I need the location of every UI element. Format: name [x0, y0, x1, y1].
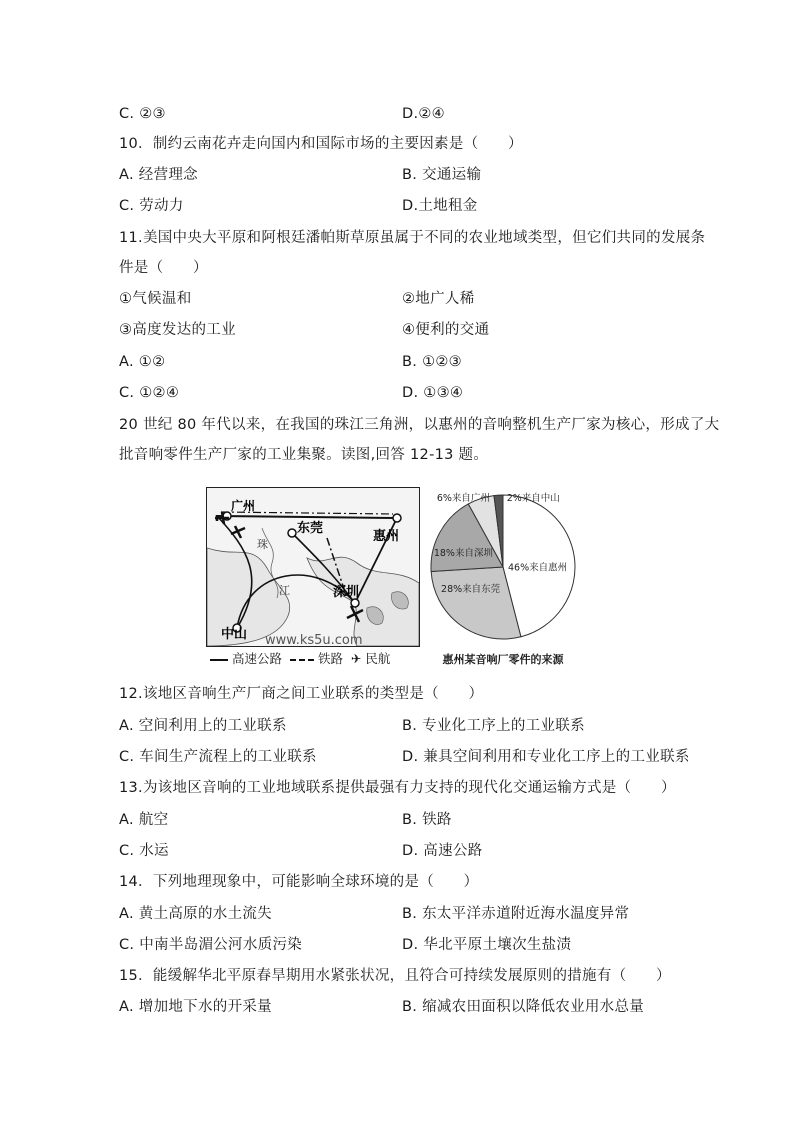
q13-stem: 13.为该地区音响的工业地域联系提供最强有力支持的现代化交通运输方式是（ ）: [119, 780, 676, 796]
pie-slice-label: 28%来自东莞: [441, 584, 501, 596]
q15-option-b: B. 缩减农田面积以降低农业用水总量: [402, 999, 645, 1015]
highway-gz-hz: [217, 516, 397, 518]
q10-option-b: B. 交通运输: [402, 167, 482, 183]
q13-option-a: A. 航空: [119, 812, 169, 828]
q11-option-b: B. ①②③: [402, 354, 462, 370]
railway-legend-swatch: [290, 659, 314, 661]
airplane-legend-icon: ✈: [350, 651, 362, 666]
label-guangzhou: 广州: [231, 499, 256, 513]
q12-stem: 12.该地区音响生产厂商之间工业联系的类型是（ ）: [119, 686, 484, 702]
q13-option-c: C. 水运: [119, 843, 169, 859]
q11-stem-line1: 11.美国中央大平原和阿根廷潘帕斯草原虽属于不同的农业地域类型，但它们共同的发展条: [119, 230, 706, 246]
q12-option-b: B. 专业化工序上的工业联系: [402, 718, 585, 734]
q11-item-2: ②地广人稀: [402, 291, 475, 307]
q10-option-d: D.土地租金: [402, 198, 478, 214]
map-svg: [207, 488, 419, 646]
pie-title: 惠州某音响厂零件的来源: [442, 653, 564, 666]
pie-slice-label: 46%来自惠州: [507, 562, 568, 574]
q13-option-b: B. 铁路: [402, 812, 452, 828]
q12-option-d: D. 兼具空间利用和专业化工序上的工业联系: [402, 749, 690, 765]
intro-line2: 批音响零件生产厂家的工业集聚。读图,回答 12-13 题。: [119, 447, 489, 463]
q14-option-d: D. 华北平原土壤次生盐渍: [402, 937, 572, 953]
city-marker-huizhou: [393, 514, 401, 522]
q12-option-c: C. 车间生产流程上的工业联系: [119, 749, 317, 765]
q14-option-a: A. 黄土高原的水土流失: [119, 906, 272, 922]
label-dongguan: 东莞: [297, 521, 324, 536]
pearl-river-delta-map: [206, 487, 420, 647]
pie-svg: [420, 487, 586, 647]
pie-slice-label: 2%来自中山: [506, 492, 560, 504]
label-river: 珠: [257, 538, 268, 551]
pie-slice-label: 6%来自广州: [436, 492, 490, 504]
q15-stem: 15．能缓解华北平原春旱期用水紧张状况，且符合可持续发展原则的措施有（ ）: [119, 968, 671, 984]
q9-option-c: C. ②③: [119, 106, 166, 122]
q10-option-c: C. 劳动力: [119, 198, 184, 214]
watermark: www.ks5u.com: [265, 633, 363, 646]
label-river-2: 江: [279, 584, 290, 597]
pie-chart: [420, 487, 586, 672]
q10-stem: 10．制约云南花卉走向国内和国际市场的主要因素是（ ）: [119, 136, 523, 152]
figure: [206, 487, 586, 672]
q9-option-d: D.②④: [402, 106, 445, 122]
q11-option-a: A. ①②: [119, 354, 166, 370]
map-legend: [210, 649, 390, 667]
legend-railway: 铁路: [317, 651, 343, 666]
airplane-icon: [231, 526, 245, 538]
label-huizhou: 惠州: [373, 529, 400, 544]
q13-option-d: D. 高速公路: [402, 843, 483, 859]
q11-stem-line2: 件是（ ）: [119, 260, 208, 276]
city-marker-dongguan: [288, 529, 296, 537]
q10-option-a: A. 经营理念: [119, 167, 198, 183]
legend-air: 民航: [365, 651, 391, 666]
q11-option-c: C. ①②④: [119, 385, 180, 401]
legend-highway: 高速公路: [231, 651, 282, 666]
highway-legend-swatch: [210, 659, 228, 661]
label-shenzhen: 深圳: [333, 585, 360, 600]
q14-stem: 14．下列地理现象中，可能影响全球环境的是（ ）: [119, 874, 479, 890]
q12-option-a: A. 空间利用上的工业联系: [119, 718, 287, 734]
q11-option-d: D. ①③④: [402, 385, 464, 401]
q11-item-1: ①气候温和: [119, 291, 192, 307]
pie-slice-label: 18%来自深圳: [433, 548, 493, 560]
q11-item-3: ③高度发达的工业: [119, 322, 236, 338]
q11-item-4: ④便利的交通: [402, 322, 490, 338]
intro-line1: 20 世纪 80 年代以来，在我国的珠江三角洲，以惠州的音响整机生产厂家为核心，形成了大: [119, 417, 720, 433]
q14-option-b: B. 东太平洋赤道附近海水温度异常: [402, 906, 630, 922]
q14-option-c: C. 中南半岛湄公河水质污染: [119, 937, 303, 953]
q15-option-a: A. 增加地下水的开采量: [119, 999, 272, 1015]
label-zhongshan: 中山: [221, 627, 248, 642]
